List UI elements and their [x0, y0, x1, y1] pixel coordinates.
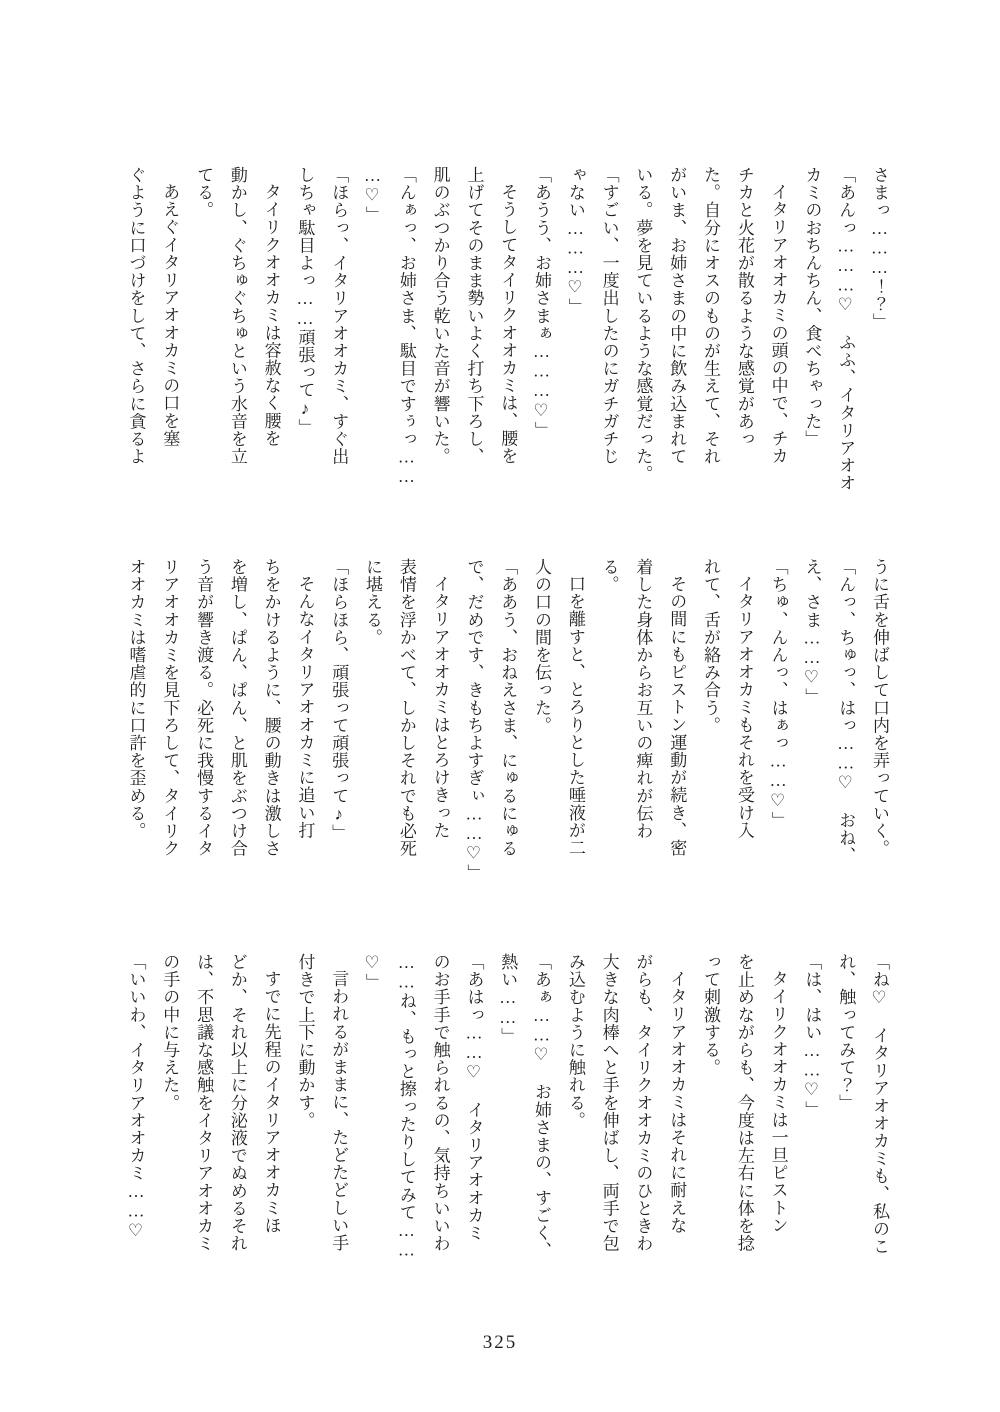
text-block-top [119, 166, 896, 492]
text-column: リアオオカミを見下ろして、タイリク [160, 558, 180, 858]
text-column: その間にもピストン運動が続き、密 [667, 575, 687, 857]
text-column: いる。夢を見ているような感覚だった。 [633, 166, 653, 483]
text-column: がいま、お姉さまの中に飲み込まれて [667, 166, 687, 466]
text-column: 「ああう、おねえさま、にゅるにゅる [498, 558, 518, 858]
text-column: すでに先程のイタリアオオカミほ [261, 970, 281, 1234]
text-column: え、さま……♡」 [802, 558, 822, 706]
text-column: 「いいわ、イタリアオオカミ……♡ [126, 953, 146, 1242]
text-column: がらも、タイリクオオカミのひときわ [633, 953, 653, 1253]
text-column: は、不思議な感触をイタリアオオカミ [194, 953, 214, 1253]
text-column: を止めながらも、今度は左右に体を捻 [734, 953, 754, 1253]
text-column: れて、舌が絡み合う。 [701, 558, 721, 734]
text-column: う音が響き渡る。必死に我慢するイタ [194, 558, 214, 858]
text-column: る。 [599, 558, 619, 594]
text-column: イタリアオオカミの頭の中で、チカ [768, 183, 788, 465]
text-column: 「んっ、ちゅっ、はっ……♡ おね、 [836, 558, 856, 865]
text-column: の手の中に与えた。 [160, 953, 180, 1112]
text-column: 「ね♡ イタリアオオカミも、私のこ [870, 953, 889, 1256]
text-column: 動かし、ぐちゅぐちゅという水音を立 [227, 166, 247, 466]
text-column: しちゃ駄目よっ……頑張って♪」 [295, 166, 315, 436]
text-column: カミのおちんちん、食べちゃった」 [802, 166, 822, 448]
text-column: ぐように口づけをして、さらに貪るよ [126, 166, 146, 466]
text-block-middle [119, 558, 896, 882]
text-column: で、だめです、きもちよすぎぃ……♡」 [464, 558, 484, 882]
text-column: 「あんっ………♡ ふふ、イタリアオオ [836, 166, 856, 492]
text-column: のお手手で触られるの、気持ちいいわ [430, 953, 450, 1253]
text-column: 「は、はい……♡」 [802, 953, 822, 1119]
text-column: 「すごい、一度出したのにガチガチじ [599, 166, 619, 466]
text-column: うに舌を伸ばして口内を弄っていく。 [870, 558, 889, 858]
text-column: …♡」 [363, 166, 383, 224]
text-column: 「あはっ……♡ イタリアオオカミ [464, 953, 484, 1242]
text-column: 「んぁっ、お姉さま、駄目ですぅっ…… [396, 166, 416, 487]
text-column: 表情を浮かべて、しかしそれでも必死 [396, 558, 416, 858]
text-column: 熱い……」 [498, 953, 518, 1045]
text-column: た。自分にオスのものが生えて、それ [701, 166, 721, 466]
text-column: さまっ………！？」 [870, 166, 889, 331]
text-column: 「ほらほら、頑張って頑張って♪」 [329, 558, 349, 842]
text-column: 口を離すと、とろりとした唾液が二 [565, 575, 585, 857]
text-column: イタリアオオカミもそれを受け入 [734, 575, 754, 839]
text-column: を増し、ぱん、ぱん、と肌をぶつけ合 [227, 558, 247, 858]
text-column: あえぐイタリアオオカミの口を塞 [160, 183, 180, 447]
text-column: 上げてそのまま勢いよく打ち下ろし、 [464, 166, 484, 466]
text-column: イタリアオオカミはそれに耐えな [667, 970, 687, 1234]
text-column: み込むように触れる。 [565, 953, 585, 1129]
text-column: 言われるがままに、たどたどしい手 [329, 970, 349, 1252]
text-column: 「あぁ……♡ お姉さまの、すごく、 [532, 953, 552, 1260]
text-column: イタリアオオカミはとろけきった [430, 575, 450, 839]
text-column: てる。 [194, 166, 214, 219]
text-column: れ、触ってみて？」 [836, 953, 856, 1112]
text-column: ちをかけるように、腰の動きは激しさ [261, 558, 281, 858]
text-column: 大きな肉棒へと手を伸ばし、両手で包 [599, 953, 619, 1253]
text-column: タイリクオオカミは容赦なく腰を [261, 183, 281, 447]
text-column: 「あうう、お姉さまぁ………♡」 [532, 166, 552, 439]
text-column: ゃない………♡」 [565, 166, 585, 316]
text-column: 着した身体からお互いの痺れが伝わ [633, 558, 653, 840]
text-column: に堪える。 [363, 558, 383, 646]
text-column: オオカミは嗜虐的に口許を歪める。 [126, 558, 146, 840]
text-column: タイリクオオカミは一旦ピストン [768, 970, 788, 1234]
text-column: ♡」 [363, 953, 383, 992]
text-column: どか、それ以上に分泌液でぬめるそれ [227, 953, 247, 1253]
text-column: 付きで上下に動かす。 [295, 953, 315, 1129]
text-column: 人の口の間を伝った。 [532, 558, 552, 734]
text-column: って刺激する。 [701, 953, 721, 1077]
text-column: ……ね、もっと擦ったりしてみて…… [396, 953, 416, 1261]
text-column: チカと火花が散るような感覚があっ [734, 166, 754, 448]
text-column: そんなイタリアオオカミに追い打 [295, 575, 315, 839]
text-column: 「ほらっ、イタリアオオカミ、すぐ出 [329, 166, 349, 466]
page-number: 325 [482, 1332, 518, 1353]
text-column: そうしてタイリクオオカミは、腰を [498, 183, 518, 465]
text-column: 肌のぶつかり合う乾いた音が響いた。 [430, 166, 450, 466]
text-column: 「ちゅ、んんっ、はぁっ……♡」 [768, 558, 788, 829]
text-block-bottom [119, 953, 896, 1273]
